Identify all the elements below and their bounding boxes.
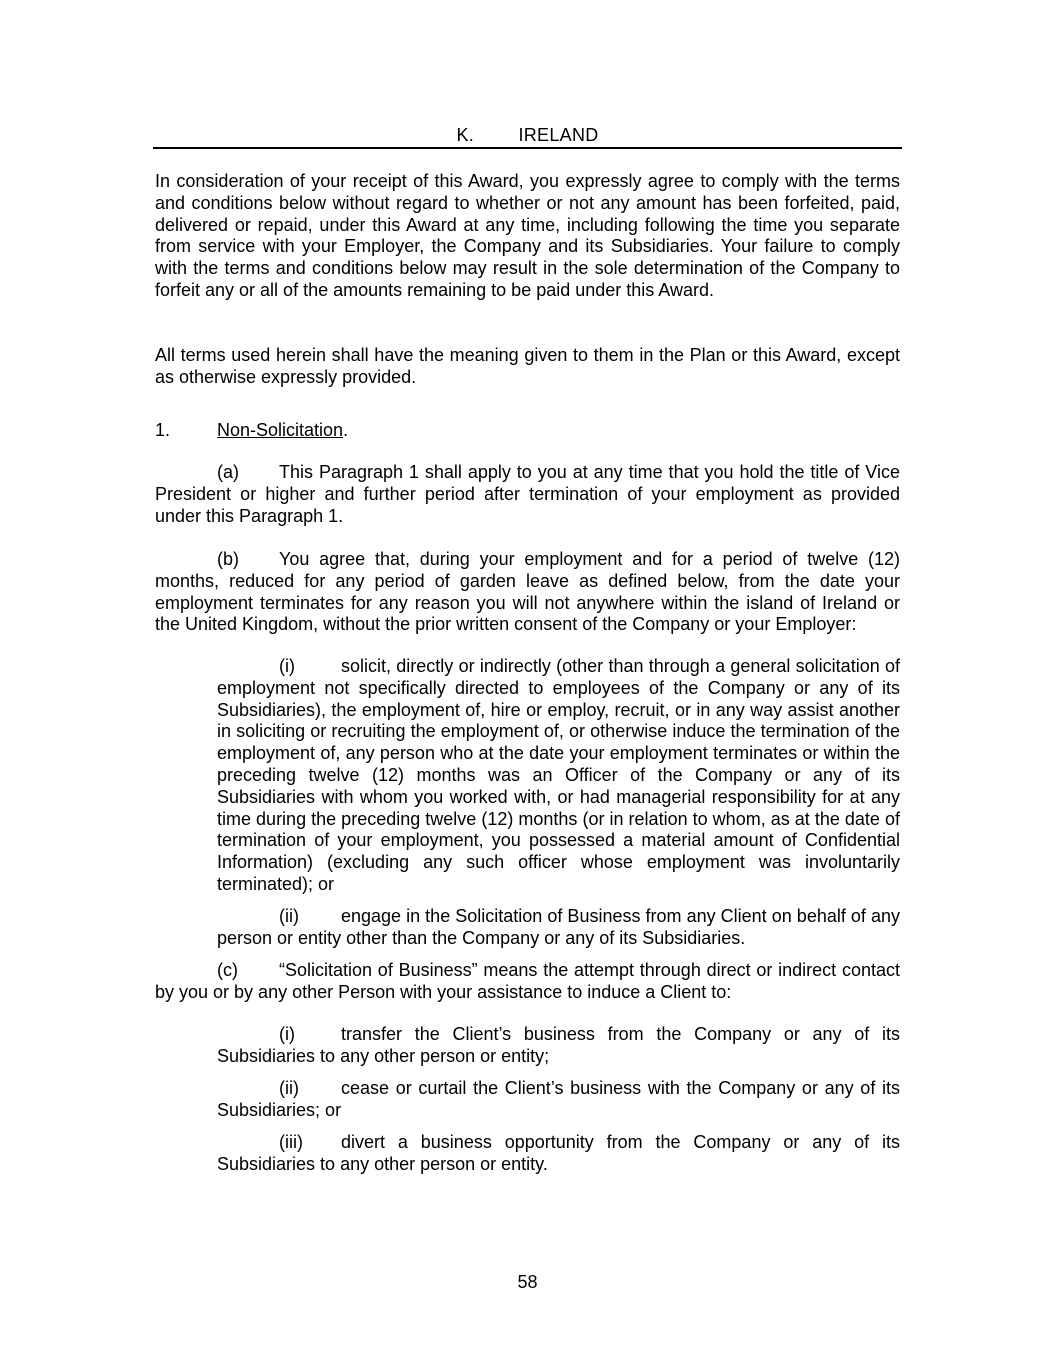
section-title: IRELAND	[518, 125, 599, 145]
paragraph-1c-ii-text: cease or curtail the Client’s business with the Company or any of its Subsidiaries; or	[217, 1078, 900, 1120]
paragraph-1c-label: (c)	[217, 960, 238, 980]
page-number: 58	[517, 1272, 538, 1292]
paragraph-1b-i-text: solicit, directly or indirectly (other than through a general solicitation of employment not specifically directed to employees of the Company or any of its Subsidiaries), the employment of, hire or employ, recruit, or in any way assist another in soliciting or recruiting the employment of, or otherwise induce the termination of the employment of, any person who at the date your employment terminates or within the preceding twelve (12) months was an Officer of the Company or any of its Subsidiaries with whom you worked with, or had managerial responsibility for at any time during the preceding twelve (12) months (or in relation to whom, as at the date of termination of your employment, you possessed a material amount of Confidential Information) (excluding any such officer whose employment was involuntarily terminated); or	[217, 656, 900, 894]
paragraph-1c-i-label: (i)	[279, 1024, 295, 1044]
paragraph-1c-ii	[217, 1078, 900, 1122]
paragraph-1c	[155, 960, 900, 1004]
intro-paragraph-1: In consideration of your receipt of this Award, you expressly agree to comply with the terms and conditions below without regard to whether or not any amount has been forfeited, paid, delivered or repaid, under this Award at any time, including following the time you separate from service with your Employer, the Company and its Subsidiaries. Your failure to comply with the terms and conditions below may result in the sole determination of the Company to forfeit any or all of the amounts remaining to be paid under this Award.	[155, 171, 900, 300]
paragraph-1b-i-label: (i)	[279, 656, 295, 676]
paragraph-1b-ii	[217, 906, 900, 950]
paragraph-1c-iii-label: (iii)	[279, 1132, 303, 1152]
paragraph-1b-text: You agree that, during your employment and for a period of twelve (12) months, reduced for any period of garden leave as defined below, from the date your employment terminates for any reason you will not anywhere within the island of Ireland or the United Kingdom, without the prior written consent of the Company or your Employer:	[155, 549, 900, 635]
section-1-number: 1.	[155, 420, 171, 440]
section-1-title-text: Non-Solicitation	[217, 420, 344, 440]
paragraph-1b-i	[217, 656, 900, 896]
paragraph-1b-label: (b)	[217, 549, 239, 569]
paragraph-1c-i-text: transfer the Client’s business from the Company or any of its Subsidiaries to any other person or entity;	[217, 1024, 900, 1066]
paragraph-1b	[155, 549, 900, 636]
section-heading	[153, 125, 902, 147]
intro-paragraph-2: All terms used herein shall have the meaning given to them in the Plan or this Award, except as otherwise expressly provided.	[155, 345, 900, 387]
section-1-title-suffix: .	[343, 420, 349, 440]
paragraph-1a-label: (a)	[217, 462, 239, 482]
paragraph-1b-ii-text: engage in the Solicitation of Business from any Client on behalf of any person or entity other than the Company or any of its Subsidiaries.	[217, 906, 900, 948]
section-1-title	[217, 420, 348, 442]
paragraph-1c-iii-text: divert a business opportunity from the Company or any of its Subsidiaries to any other person or entity.	[217, 1132, 900, 1174]
paragraph-1c-text: “Solicitation of Business” means the attempt through direct or indirect contact by you or by any other Person with your assistance to induce a Client to:	[155, 960, 900, 1002]
paragraph-1b-ii-label: (ii)	[279, 906, 299, 926]
paragraph-1c-iii	[217, 1132, 900, 1176]
section-letter: K.	[456, 125, 475, 145]
paragraph-1c-ii-label: (ii)	[279, 1078, 299, 1098]
paragraph-1a	[155, 462, 900, 527]
paragraph-1a-text: This Paragraph 1 shall apply to you at any time that you hold the title of Vice President or higher and further period after termination of your employment as provided under this Paragraph 1.	[155, 462, 900, 526]
heading-rule	[153, 147, 902, 149]
paragraph-1c-i	[217, 1024, 900, 1068]
